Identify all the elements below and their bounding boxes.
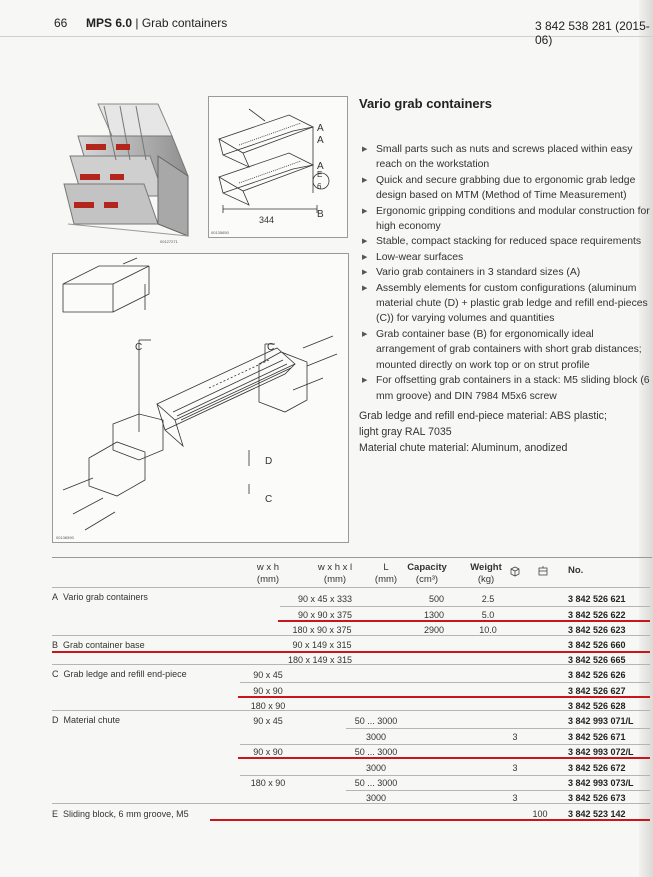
page-header <box>0 0 653 47</box>
material-line: Material chute material: Aluminum, anodized <box>359 442 568 454</box>
row-rule <box>240 775 650 776</box>
cell-length: 3000 <box>365 763 387 773</box>
row-rule <box>52 587 650 588</box>
cell-qty: 3 <box>512 763 518 773</box>
part-number: 3 842 526 660 <box>568 640 626 650</box>
label-a-third: A <box>317 161 324 172</box>
cell-length: 50 ... 3000 <box>354 778 398 788</box>
product-photo <box>60 96 200 248</box>
group-e-label: E Sliding block, 6 mm groove, M5 <box>52 809 189 819</box>
group-d-label: D Material chute <box>52 715 121 725</box>
row-rule <box>240 682 650 683</box>
part-number: 3 842 526 628 <box>568 701 626 711</box>
part-number: 3 842 526 623 <box>568 625 626 635</box>
feature-item: ▶ Quick and secure grabbing due to ergonomic grab ledge design based on MTM (Method of Time Measurement) <box>362 173 652 204</box>
feature-list <box>362 142 652 404</box>
part-number: 3 842 523 142 <box>568 809 626 819</box>
row-rule <box>240 744 650 745</box>
cell-wh: 180 x 90 <box>250 701 286 711</box>
cell-whl: 90 x 45 x 333 <box>297 594 353 604</box>
label-a-second: A <box>317 135 324 146</box>
cell-length: 3000 <box>365 793 387 803</box>
drawing-assembly-elements <box>52 253 349 543</box>
cell-qty-unit: 100 <box>532 809 548 819</box>
part-number: 3 842 526 622 <box>568 610 626 620</box>
red-underline <box>278 620 650 622</box>
feature-item: ▶ Grab container base (B) for ergonomically ideal arrangement of grab containers with short grab distances; mounted directly on work top or on strut profile <box>362 327 652 373</box>
feature-item: ▶ Assembly elements for custom configurations (aluminum material chute (D) + plastic grab ledge and refill end-pieces (C)) for varying volumes and quantities <box>362 281 652 327</box>
group-b-label: B Grab container base <box>52 640 145 650</box>
cell-wh: 90 x 90 <box>253 686 283 696</box>
photo-code: 00127271 <box>160 239 178 244</box>
grab-container-stack-image <box>60 96 200 248</box>
part-number: 3 842 993 073/L <box>568 778 634 788</box>
col-header-wh: w x h (mm) <box>256 562 280 585</box>
cell-whl: 90 x 90 x 375 <box>297 610 353 620</box>
label-c-bottom: C <box>265 494 273 505</box>
cell-length: 3000 <box>365 732 387 742</box>
part-number: 3 842 993 072/L <box>568 747 634 757</box>
cell-whl: 180 x 90 x 375 <box>292 625 352 635</box>
part-number: 3 842 526 672 <box>568 763 626 773</box>
cell-capacity: 500 <box>428 594 444 604</box>
red-underline <box>238 757 650 759</box>
table-top-rule <box>52 557 652 558</box>
col-header-weight: Weight (kg) <box>470 562 502 585</box>
col-header-whl: w x h x l (mm) <box>317 562 353 585</box>
drawing1-code: 00135650 <box>211 230 229 235</box>
part-number: 3 842 526 627 <box>568 686 626 696</box>
part-number: 3 842 526 621 <box>568 594 626 604</box>
label-d: D <box>265 456 273 467</box>
package-unit-icon <box>537 565 549 577</box>
row-rule <box>52 710 650 711</box>
feature-item: ▶ Vario grab containers in 3 standard sizes (A) <box>362 265 652 280</box>
drawing2-code: 00136590 <box>56 535 74 540</box>
cell-capacity: 2900 <box>423 625 444 635</box>
row-rule <box>346 728 650 729</box>
cell-qty: 3 <box>512 793 518 803</box>
feature-item: ▶ Small parts such as nuts and screws placed within easy reach on the workstation <box>362 142 652 173</box>
feature-item: ▶ Low-wear surfaces <box>362 250 652 265</box>
red-underline <box>238 696 650 698</box>
label-c-left: C <box>135 342 143 353</box>
red-underline <box>52 651 650 653</box>
header-brand: MPS 6.0 <box>86 16 133 30</box>
section-title: Vario grab containers <box>359 96 492 111</box>
label-a-top: A <box>317 123 324 134</box>
cell-wh: 90 x 45 <box>253 716 283 726</box>
feature-item: ▶ For offsetting grab containers in a stack: M5 sliding block (6 mm groove) and DIN 7984 M5x6 screw <box>362 373 652 404</box>
col-header-no: No. <box>568 565 584 576</box>
cell-length: 50 ... 3000 <box>354 716 398 726</box>
red-underline <box>210 819 650 821</box>
cell-whl: 90 x 149 x 315 <box>292 640 352 650</box>
part-number: 3 842 526 626 <box>568 670 626 680</box>
part-number: 3 842 993 071/L <box>568 716 634 726</box>
part-number: 3 842 526 665 <box>568 655 626 665</box>
label-b: B <box>317 209 324 220</box>
material-line: light gray RAL 7035 <box>359 426 452 438</box>
cell-length: 50 ... 3000 <box>354 747 398 757</box>
feature-item: ▶ Stable, compact stacking for reduced space requirements <box>362 234 652 249</box>
header-title: MPS 6.0 | Grab containers <box>86 16 228 30</box>
cell-wh: 180 x 90 <box>250 778 286 788</box>
col-header-capacity: Capacity (cm³) <box>407 562 447 585</box>
group-a-label: A Vario grab containers <box>52 592 148 602</box>
group-c-label: C Grab ledge and refill end-piece <box>52 669 187 679</box>
cell-weight: 10.0 <box>479 625 497 635</box>
cell-wh: 90 x 90 <box>253 747 283 757</box>
drawing-stacked-containers <box>208 96 348 238</box>
row-rule <box>346 790 650 791</box>
part-number: 3 842 526 671 <box>568 732 626 742</box>
dimension-344: 344 <box>259 215 275 225</box>
label-c-right: C <box>267 342 275 353</box>
header-section: Grab containers <box>141 16 228 30</box>
row-rule <box>280 606 650 607</box>
material-line: Grab ledge and refill end-piece material: ABS plastic; <box>359 410 607 422</box>
page-number: 66 <box>54 16 68 30</box>
cell-weight: 5.0 <box>481 610 495 620</box>
material-info <box>359 408 649 456</box>
cell-capacity: 1300 <box>423 610 444 620</box>
part-number: 3 842 526 673 <box>568 793 626 803</box>
document-number: 3 842 538 281 (2015-06) <box>535 19 650 47</box>
feature-item: ▶ Ergonomic gripping conditions and modular construction for high economy <box>362 204 652 235</box>
package-quantity-icon <box>509 565 521 577</box>
cell-wh: 90 x 45 <box>253 670 283 680</box>
cell-whl: 180 x 149 x 315 <box>287 655 353 665</box>
col-header-l: L (mm) <box>374 562 398 585</box>
label-six: 6 <box>317 182 322 191</box>
label-e: E <box>317 170 323 179</box>
cell-qty: 3 <box>512 732 518 742</box>
cell-weight: 2.5 <box>481 594 495 604</box>
